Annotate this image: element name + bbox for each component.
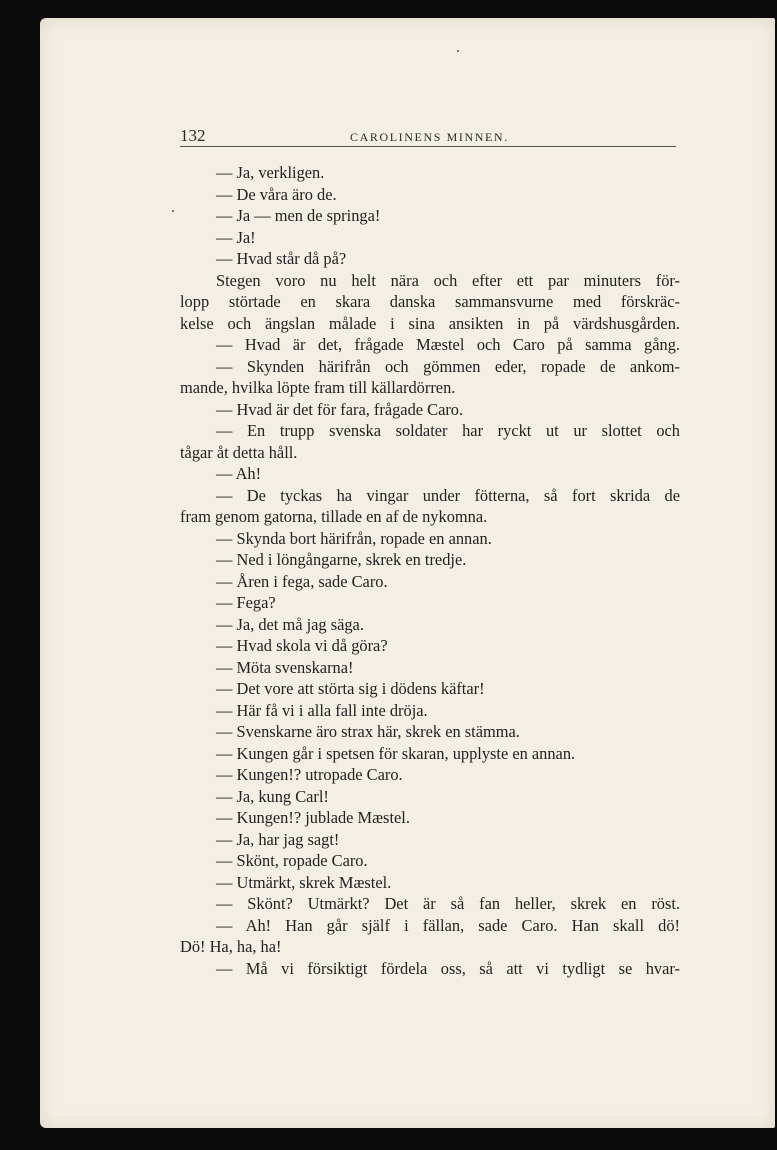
ink-speck: [457, 50, 459, 52]
text-line: — Fega?: [216, 593, 276, 612]
page-number: 132: [180, 126, 206, 145]
text-line: mande, hvilka löpte fram till källardörren.: [180, 378, 456, 397]
text-line: lopp störtade en skara danska sammansvurne med förskräc-: [180, 292, 680, 311]
text-line: — Kungen!? jublade Mæstel.: [216, 808, 410, 827]
text-line: — Åren i fega, sade Caro.: [216, 571, 388, 591]
text-line: — Skynda bort härifrån, ropade en annan.: [216, 528, 492, 548]
text-line: kelse och ängslan målade i sina ansikten in på värdshusgården.: [180, 313, 680, 333]
text-line: — Möta svenskarna!: [216, 657, 354, 677]
text-line: — Kungen!? utropade Caro.: [216, 765, 403, 784]
text-line: — Ned i löngångarne, skrek en tredje.: [216, 550, 467, 569]
text-line: — Ja — men de springa!: [216, 206, 381, 225]
text-line: — Ja, det må jag säga.: [216, 614, 364, 634]
page-header: [180, 126, 676, 147]
text-line: — En trupp svenska soldater har ryckt ut ur slottet och: [216, 421, 680, 440]
text-line: — Ah! Han går själf i fällan, sade Caro. Han skall dö!: [216, 915, 680, 935]
text-line: — Det vore att störta sig i dödens käftar!: [216, 679, 485, 698]
ink-speck: [172, 210, 174, 212]
text-line: — Ja, kung Carl!: [216, 786, 329, 806]
text-line: — Må vi försiktigt fördela oss, så att vi tydligt se hvar-: [216, 958, 680, 978]
text-line: — Ja, verkligen.: [216, 163, 325, 182]
text-line: — Hvad står då på?: [216, 249, 347, 268]
text-line: — Här få vi i alla fall inte dröja.: [216, 700, 428, 720]
text-line: — De tyckas ha vingar under fötterna, så fort skrida de: [216, 485, 680, 505]
text-line: — Ja!: [216, 227, 256, 247]
text-line: — De våra äro de.: [216, 184, 337, 204]
text-line: Dö! Ha, ha, ha!: [180, 937, 282, 956]
page-body-text: [180, 162, 680, 979]
text-line: tågar åt detta håll.: [180, 442, 298, 462]
text-line: — Svenskarne äro strax här, skrek en stämma.: [216, 722, 520, 741]
text-line: — Ja, har jag sagt!: [216, 829, 340, 849]
text-line: — Hvad är det, frågade Mæstel och Caro på samma gång.: [216, 335, 680, 354]
text-line: — Skönt, ropade Caro.: [216, 851, 368, 870]
text-line: — Utmärkt, skrek Mæstel.: [216, 872, 392, 892]
text-line: fram genom gatorna, tillade en af de nykomna.: [180, 507, 488, 526]
text-line: — Skönt? Utmärkt? Det är så fan heller, skrek en röst.: [216, 894, 680, 913]
text-line: — Hvad är det för fara, frågade Caro.: [216, 399, 464, 419]
running-head: CAROLINENS MINNEN.: [350, 130, 509, 144]
text-line: — Kungen går i spetsen för skaran, upplyste en annan.: [216, 743, 576, 763]
text-line: — Ah!: [216, 464, 262, 483]
text-line: Stegen voro nu helt nära och efter ett par minuters för-: [216, 270, 680, 290]
text-line: — Hvad skola vi då göra?: [216, 636, 388, 655]
text-line: — Skynden härifrån och gömmen eder, ropade de ankom-: [216, 356, 680, 376]
